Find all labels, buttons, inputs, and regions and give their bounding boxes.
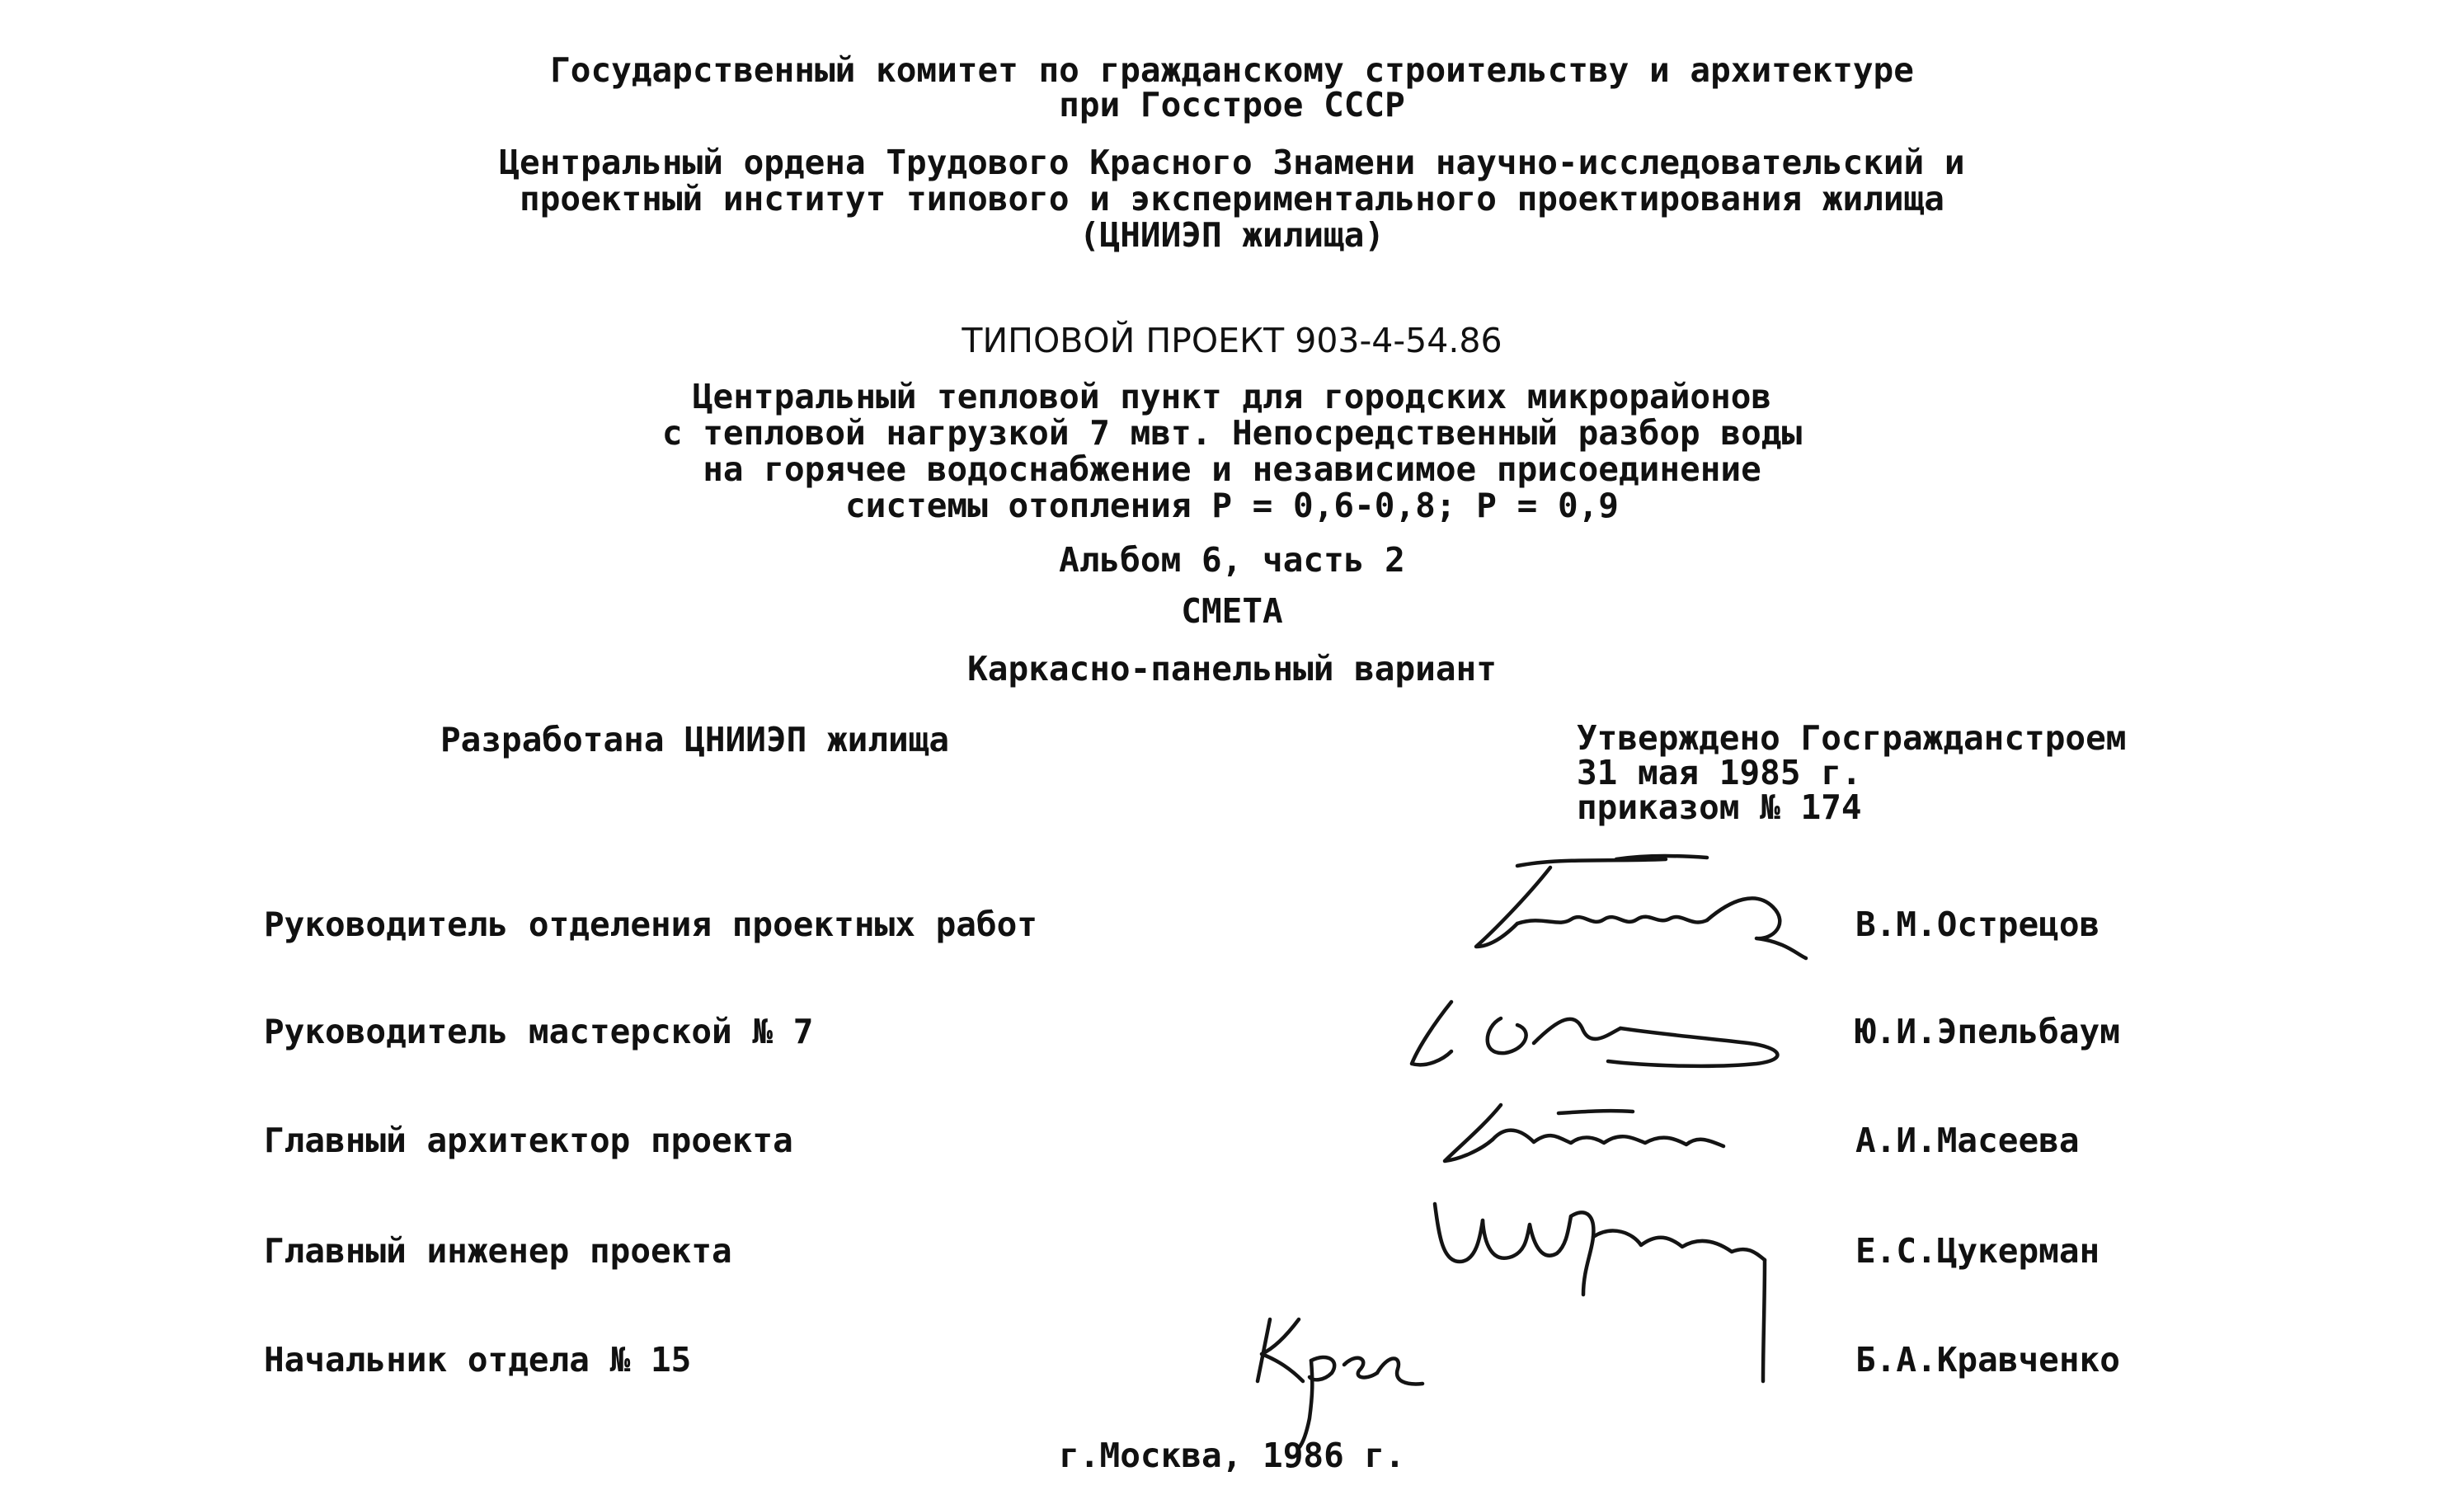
album-label: Альбом 6, часть 2 xyxy=(1059,540,1405,580)
institute-line-3: (ЦНИИЭП жилища) xyxy=(1079,215,1385,255)
committee-line-2: при Госстрое СССР xyxy=(1059,85,1405,125)
signatory-role-2: Руководитель мастерской № 7 xyxy=(264,1012,814,1051)
project-title: ТИПОВОЙ ПРОЕКТ 903-4-54.86 xyxy=(962,321,1502,360)
signatory-role-4: Главный инженер проекта xyxy=(264,1231,732,1271)
place-and-year: г.Москва, 1986 г. xyxy=(1059,1436,1405,1475)
approval-line-3: приказом № 174 xyxy=(1577,787,1862,827)
project-desc-line-3: на горячее водоснабжение и независимое присоединение xyxy=(703,449,1761,489)
signatory-name-1: В.М.Острецов xyxy=(1855,905,2100,944)
signatory-name-3: А.И.Масеева xyxy=(1855,1121,2080,1160)
project-desc-line-4: системы отопления Р = 0,6-0,8; Р = 0,9 xyxy=(845,486,1619,525)
approval-block xyxy=(1577,718,2127,827)
institute-line-1: Центральный ордена Трудового Красного Знамени научно-исследовательский и xyxy=(499,143,1965,182)
institute-line-2: проектный институт типового и экспериментального проектирования жилища xyxy=(520,179,1944,219)
document-type: СМЕТА xyxy=(1181,591,1283,631)
developed-by: Разработана ЦНИИЭП жилища xyxy=(440,720,950,759)
committee-line-1: Государственный комитет по гражданскому строительству и архитектуре xyxy=(550,50,1914,90)
project-variant: Каркасно-панельный вариант xyxy=(967,649,1497,689)
project-desc-line-1: Центральный тепловой пункт для городских микрорайонов xyxy=(692,377,1772,416)
signatory-role-1: Руководитель отделения проектных работ xyxy=(264,905,1037,944)
signatory-name-5: Б.А.Кравченко xyxy=(1855,1340,2120,1380)
signature-tsukerman xyxy=(1418,1187,1806,1385)
signatory-name-4: Е.С.Цукерман xyxy=(1855,1231,2100,1271)
signatory-role-3: Главный архитектор проекта xyxy=(264,1121,793,1160)
signature-ostretsov xyxy=(1460,849,1839,965)
signature-epelbaum xyxy=(1402,985,1831,1084)
project-desc-line-2: с тепловой нагрузкой 7 мвт. Непосредственный разбор воды xyxy=(661,413,1803,453)
signatory-role-5: Начальник отдела № 15 xyxy=(264,1340,692,1380)
signature-kravchenko xyxy=(1220,1303,1435,1451)
approval-line-1: Утверждено Госгражданстроем xyxy=(1577,718,2127,758)
signature-maseeva xyxy=(1435,1088,1765,1179)
signatory-name-2: Ю.И.Эпельбаум xyxy=(1855,1012,2120,1051)
approval-line-2: 31 мая 1985 г. xyxy=(1577,753,1862,792)
